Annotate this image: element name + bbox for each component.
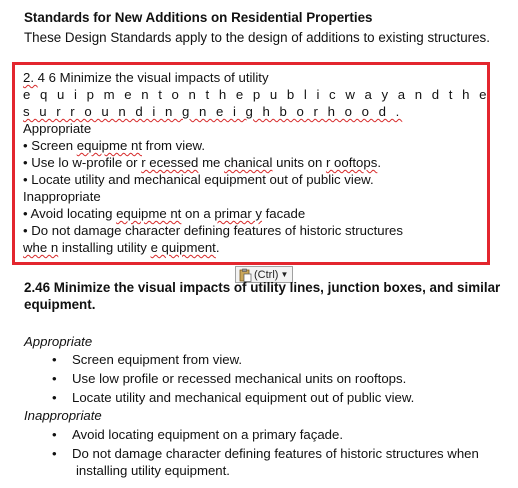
text: • Avoid locating xyxy=(23,206,117,221)
bullet-icon: • xyxy=(52,446,57,461)
spelling-error[interactable]: s u r r o u n d i n g n e i g h b o r h o o d . xyxy=(23,104,403,119)
text: installing utility xyxy=(58,240,151,255)
list-item: Avoid locating equipment on a primary façade. xyxy=(72,427,343,442)
list-item-continuation: installing utility equipment. xyxy=(76,463,230,478)
spelling-error[interactable]: 2. xyxy=(23,70,38,85)
pasted-line-1[interactable] xyxy=(23,69,269,86)
text: from view. xyxy=(141,138,206,153)
list-item: Use low profile or recessed mechanical units on rooftops. xyxy=(72,371,407,386)
pasted-bullet-3[interactable]: • Locate utility and mechanical equipment out of public view. xyxy=(23,172,374,187)
pasted-line-3[interactable] xyxy=(23,103,402,120)
list-item: Screen equipment from view. xyxy=(72,352,243,367)
pasted-text-highlight-box xyxy=(12,62,490,265)
bullet-icon: • xyxy=(52,390,57,405)
text: facade xyxy=(261,206,306,221)
paste-options-label: (Ctrl) xyxy=(254,268,279,281)
pasted-inappropriate-label: Inappropriate xyxy=(23,189,101,204)
document-subheading: These Design Standards apply to the design of additions to existing structures. xyxy=(24,30,490,45)
text: on a xyxy=(181,206,215,221)
pasted-bullet-5-cont[interactable] xyxy=(23,239,219,256)
list-item: Do not damage character defining features of historic structures when xyxy=(72,446,479,461)
document-heading: Standards for New Additions on Residential Properties xyxy=(24,10,373,25)
spelling-error[interactable]: whe n xyxy=(23,240,59,255)
spelling-error[interactable]: chanical xyxy=(224,155,273,170)
pasted-bullet-5[interactable]: • Do not damage character defining features of historic structures xyxy=(23,223,403,238)
spelling-error[interactable]: equipme nt xyxy=(76,138,142,153)
section-title: 2.46 Minimize the visual impacts of utility lines, junction boxes, and similar equipment. xyxy=(24,280,501,312)
spelling-error[interactable]: e quipment xyxy=(150,240,216,255)
bullet-icon: • xyxy=(52,427,57,442)
inappropriate-label: Inappropriate xyxy=(24,408,102,423)
pasted-bullet-4[interactable] xyxy=(23,205,305,222)
pasted-bullet-2[interactable] xyxy=(23,154,381,171)
text: me xyxy=(198,155,225,170)
pasted-appropriate-label: Appropriate xyxy=(23,121,92,136)
text: • Use lo w-profile or xyxy=(23,155,142,170)
chevron-down-icon: ▼ xyxy=(280,270,289,279)
spelling-error[interactable]: equipme nt xyxy=(116,206,182,221)
text: . xyxy=(377,155,381,170)
spelling-error[interactable]: r ooftops xyxy=(325,155,378,170)
bullet-icon: • xyxy=(52,352,57,367)
pasted-bullet-1[interactable] xyxy=(23,137,205,154)
pasted-line-2[interactable]: e q u i p m e n t o n t h e p u b l i c w a y a n d t h e xyxy=(23,87,490,102)
pasted-line-1-text: 4 6 Minimize the visual impacts of utility xyxy=(37,70,269,85)
spelling-error[interactable]: r ecessed xyxy=(141,155,199,170)
bullet-icon: • xyxy=(52,371,57,386)
text: • Screen xyxy=(23,138,77,153)
appropriate-label: Appropriate xyxy=(24,334,93,349)
spelling-error[interactable]: primar y xyxy=(214,206,262,221)
text: . xyxy=(215,240,220,255)
text: units on xyxy=(272,155,326,170)
list-item: Locate utility and mechanical equipment out of public view. xyxy=(72,390,415,405)
